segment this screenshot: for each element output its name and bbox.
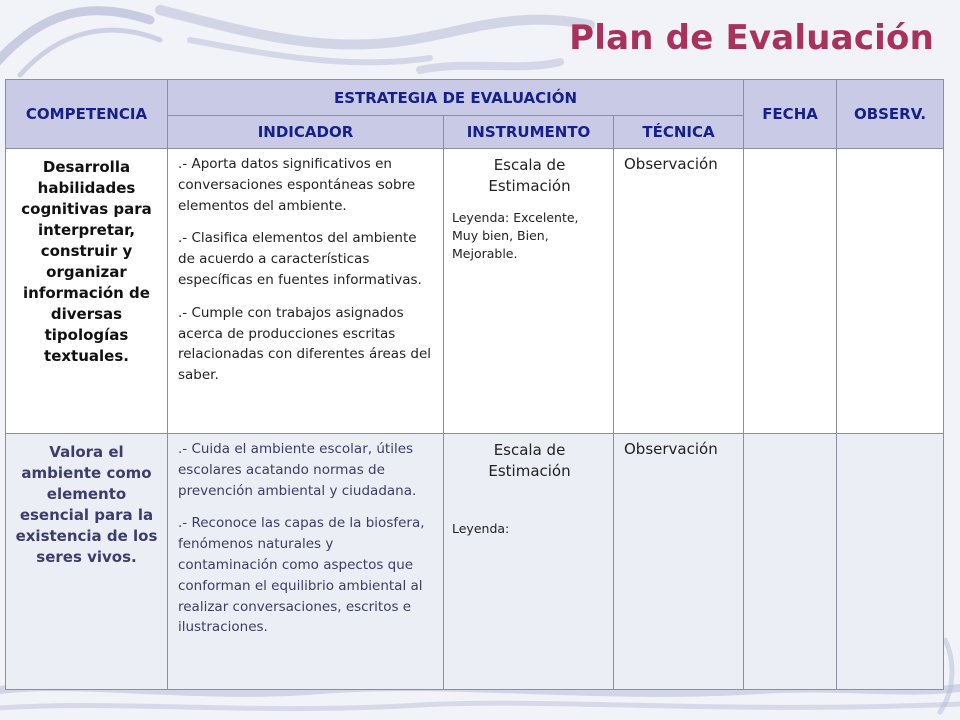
indicador-item: .- Clasifica elementos del ambiente de acuerdo a características específicas en fuentes informativas. [178,230,422,288]
header-fecha: FECHA [744,80,837,149]
observ-cell [837,149,944,434]
observ-cell [837,434,944,690]
evaluation-plan-table [5,79,944,690]
instrumento-name: Escala de Estimación [488,441,571,480]
page-title: Plan de Evaluación [569,18,934,58]
competencia-cell: Desarrolla habilidades cognitivas para interpretar, construir y organizar información de diversas tipologías textuales. [6,149,168,434]
indicador-item: .- Aporta datos significativos en conversaciones espontáneas sobre elementos del ambiente. [178,156,416,214]
competencia-cell: Valora el ambiente como elemento esencial para la existencia de los seres vivos. [6,434,168,690]
instrumento-legend: Leyenda: [452,521,510,536]
tecnica-cell: Observación [614,149,744,434]
instrumento-name: Escala de Estimación [488,156,571,195]
indicador-cell [168,149,444,434]
indicador-item: .- Reconoce las capas de la biosfera, fenómenos naturales y contaminación como aspectos que conforman el equilibrio ambiental al realizar conversaciones, escritos e ilustraciones. [178,515,425,636]
table-row [6,434,944,690]
header-estrategia: ESTRATEGIA DE EVALUACIÓN [168,80,744,116]
instrumento-legend: Leyenda: Excelente, Muy bien, Bien, Mejorable. [452,210,579,261]
header-instrumento: INSTRUMENTO [444,116,614,149]
header-competencia: COMPETENCIA [6,80,168,149]
fecha-cell [744,434,837,690]
header-observ: OBSERV. [837,80,944,149]
indicador-item: .- Cumple con trabajos asignados acerca de producciones escritas relacionadas con diferentes áreas del saber. [178,304,432,384]
header-row-primary [6,80,944,116]
header-tecnica: TÉCNICA [614,116,744,149]
header-indicador: INDICADOR [168,116,444,149]
instrumento-cell [444,149,614,434]
table-row [6,149,944,434]
indicador-cell [168,434,444,690]
fecha-cell [744,149,837,434]
tecnica-cell: Observación [614,434,744,690]
instrumento-cell [444,434,614,690]
indicador-item: .- Cuida el ambiente escolar, útiles escolares acatando normas de prevención ambiental y ciudadana. [178,441,417,499]
